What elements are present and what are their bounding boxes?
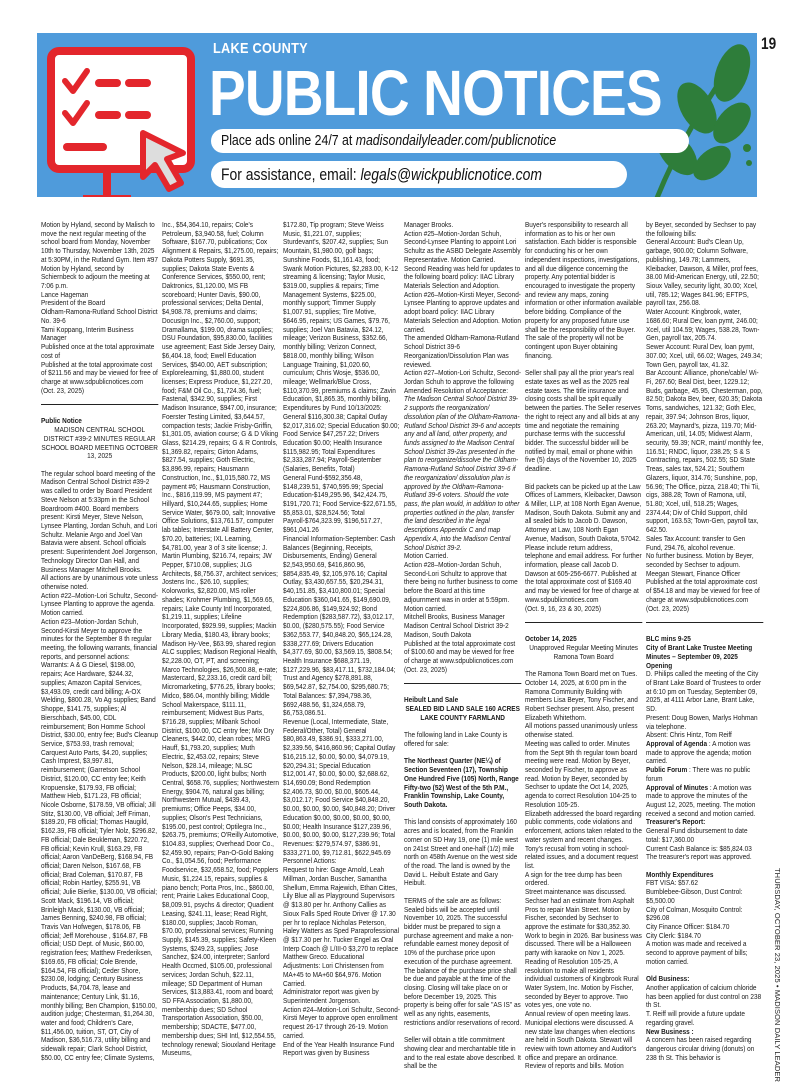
notice-paragraph: Street maintenance was discussed. Sechser had an estimate from Asphalt Pros to repair Main Street. Motion by Fischer, seconded by Sechser to approve the estimate for $30,352.30. Work to begin in 2026. Bar business was discussed. There will be a Halloween party with karaoke on Nov 1, 2025.: [525, 887, 642, 958]
notice-paragraph: All actions are by unanimous vote unless otherwise noted.: [41, 573, 158, 591]
monitor-checklist-icon: [43, 43, 203, 197]
notice-paragraph: Warrants: A & G Diesel, $198.00, repairs; Ace Hardware, $244.32, supplies; Amazon Capital Services, $3,493.09, credit card billing; A-OX Welding, $800.28, Vo Ag supplies; Band Shoppe, $141.75, supplies; Al Bierschbach, $45.00, CDL reimbursement; Bon Homme School District, $30.00, entry fee; Bud's Cleanup Service, $753.93, trash removal; Carquest Auto Parts, $4.20, supplies; Cash Imprest, $3,997.81, reimbursement; (Garretson School District, $120.00, CC entry fee; Keith Kropuenske, $179.93, FB official; Matthew Hieb, $171.23, FB official; Nicole Osborne, $178.59, VB official; Jill Stitz, $130.00, VB official; Jeff Friman, $189.20, FB official; Thomas Haugild, $162.39, FB official; Tyler Nolz, $296.82, FB official; Dale Beukleman, $220.72, FB official; Kevin Krull, $163.29, FB official; Aaron VanDeBerg, $168.94, FB official; Daren Nelson, $167.68, FB official; Brad Coleman, $170.87, FB official; Robin Hartley, $255.91, VB official; Julie Bierke, $130.00, VB official; Scott Mack, $196.14, VB official; Brinleigh Mack, $130.00, VB official; James Benning, $240.98, FB official; Travis Van Hofwegen, $178.06, FB official; Jeff Morehouse , $164.87, FB official; USD Dept. of Music, $60.00, registration fees; Matthew Frederiksen, $169.65, FB official; Cole Brende, $164.54, FB official); Ceder Shore, $230.08, lodging; Century Business Products, $4,704.78, lease and maintenance; Century Link, $1.16, monthly billing; Ben Champion, $150.00, audition judge; Chesterman, $1,264.30, water and food; Children's Care, $11,456.00, tuition, ST, OT, City of Madison, $36,516.73, utility billing and sidewalk repair; Clark School District, $50.00, CC entry fee; Climate Systems,: [41, 660, 159, 1062]
notice-paragraph: Published once at the total approximate cost of: [41, 342, 155, 360]
notice-heading: Heibult Land Sale: [404, 695, 459, 705]
side-folio: THURSDAY, OCTOBER 23, 2025 • MADISON DAILY LEADER: [773, 868, 782, 1082]
notice-paragraph: No further business. Motion by Beyer, seconded by Sechser to adjourn.: [646, 551, 754, 570]
notice-paragraph: Revenue (Local, Intermediate, State, Federal/Other, Total) General $80,863.49, $386.91, $333,271.00, $2,339.56, $416,860.96; Capital Outlay $16,215.12, $0.00, $0.00, $4,079.19, $20,294.31; Special Education $12,001.47, $0.00, $0.00, $2,688.62, $14,690.09; Bond Redemption $2,406.73, $0.00, $0.00, $605.44, $3,012.17; Food Service $40,848.20, $0.00, $0.00, $0.00, $40,848.20; Driver Education $0.00, $0.00, $0.00, $0.00, $0.00; Health Insurance $127,239.96, $0.00, $0.00, $0.00, $127,239.96; Total Revenues: $279,574.97, $386.91, $333,271.00, $9,712.81, $622,945.69: [283, 716, 396, 857]
notice-paragraph: Manager Brooks.: [404, 220, 454, 229]
notice-paragraph: General Fund disbursement to date total: $17,360.00: [646, 826, 748, 844]
notice-subheading: Approval of Minutes: [646, 782, 709, 792]
notice-paragraph: This land consists of approximately 160 acres and is located, from the Franklin corner on SD Hwy 19, one (1) mile west on 241st Street and one-half (1/2) mile north on 458th Avenue on the west side of the road. The land is owned by the David L. Heibult Estate and Gary Heibult.: [404, 817, 519, 888]
notice-paragraph: Action #23–Motion-Jordan Schuh, Second-Kirsti Meyer to approve the minutes for the September 8 th regular meeting, the following warrants, financial reports, and personnel actions:: [41, 616, 158, 661]
notice-paragraph: Financial Information-September: Cash Balances (Beginning, Receipts, Disbursements, Ending) General $2,543,950.69, $416,860.96, $854,835.49, $2,105,976.16; Capital Outlay, $3,430,657.55, $20,294.31, $40,151.85, $3,410,800.01; Special Education $360,041.65, $149,690.09, $224,806.86, $149,924.92; Bond Redemption ($283,587.72), $3,012.17, $0.00, ($280,575.55); Food Service $362,553.77, $40,848.20, $65,124.28, $338,277.69; Drivers Education $4,377.69, $0.00, $3,569.15, $808.54; Health Insurance $688,371.19, $127,229.96, $83,417.11, $732,184.04; Trust and Agency $278,891.88, $69,542.87, $2,754.00, $295,680.75; Total Balances: $7,394,798.36, $692,488.56, $1,324,658.79, $6,753,086.51.: [283, 533, 396, 718]
notice-divider: [525, 622, 642, 623]
assistance-email-link[interactable]: legals@wickpublicnotice.com: [360, 165, 542, 184]
notice-divider: [404, 683, 521, 684]
notice-column: [646, 221, 763, 1063]
notice-paragraph: All motions passed unanimously unless otherwise stated.: [525, 721, 638, 740]
notice-paragraph: Sewer Account: Rural Dev, loan pymt, 307.00; Xcel, util, 66.02; Wages, 249.34; Town Gen, payroll tax, 41.32.: [646, 342, 763, 369]
notice-paragraph: [646, 784, 763, 819]
notice-paragraph: The amended Oldham-Ramona-Rutland School District 39-6 Reorganization/Dissolution Plan was reviewed.: [404, 333, 520, 369]
notice-paragraph: D. Philips called the meeting of the City of Brant Lake Board of Trustees to order at 6:10 pm on Tuesday, September 09, 2025, at 4111 Arbor Lane, Brant Lake, SD.: [646, 669, 762, 714]
public-notices-banner: [37, 33, 757, 197]
notice-paragraph: City Finance Officer: $184.70: [646, 922, 730, 932]
notice-paragraph: Reading of Resolution 105-25, A resolution to make all residents individual customers of Kingbrook Rural Water System, Inc. Motion by Fischer, seconded by Beyer to approve. Two votes yes, one vote no.: [525, 956, 639, 1010]
notice-paragraph: Absent: Chris Hintz, Tom Reiff: [646, 730, 732, 740]
notice-paragraph: Action #22–Motion-Lori Schultz, Second-Lynsee Planting to approve the agenda. Motion carried.: [41, 590, 158, 618]
place-ads-pill: [211, 129, 689, 153]
notice-heading: October 14, 2025: [525, 634, 577, 644]
notice-paragraph: Action #28–Motion-Jordan Schuh, Second-Lori Schultz to approve that there being no further business to come before the Board at this time adjournment was in order at 5:59pm. Motion carried.: [404, 560, 518, 613]
notice-subheading: Public Forum: [646, 765, 688, 775]
place-ads-link[interactable]: madisondailyleader.com/publicnotice: [355, 132, 557, 149]
notice-paragraph: Oldham-Ramona-Rutland School District No. 39-6: [41, 307, 158, 325]
notice-paragraph: Madison Central School District 39-2: [404, 621, 509, 631]
notice-heading: SEALED BID LAND SALE 160 ACRES LAKE COUNTY FARMLAND: [405, 704, 520, 722]
notice-paragraph: Water Account: Kingbrook, water, 1686.60; Rural Dev, loan pymt, 246.00; Xcel, util 104.59; Wages, 538.28, Town-Gen, payroll tax, 205.74.: [646, 307, 760, 343]
notice-paragraph: Second Reading was held for updates to the following board policy: IIAC Library Materials Selection and Adoption.: [404, 263, 521, 291]
notice-paragraph: Seller will obtain a title commitment showing clear and merchantable title in and to the real estate above described. It shall be the: [404, 1035, 521, 1071]
notice-paragraph: City Clerk: $184.70: [646, 930, 701, 940]
notice-paragraph: Annual review of open meeting laws. Municipal elections were discussed. A new state law changes when elections are held in South Dakota. Stewart will review with town attorney and Auditor's office and prepare an ordinance.: [525, 1009, 637, 1062]
notice-paragraph: by Beyer, seconded by Sechser to pay the following bills:: [646, 220, 757, 238]
notice-heading: Treasurer's Report:: [646, 817, 706, 827]
notice-heading: MADISON CENTRAL SCHOOL DISTRICT #39-2 MINUTES REGULAR SCHOOL BOARD MEETING OCTOBER 13, 2025: [41, 425, 158, 461]
notice-heading: New Business :: [646, 1026, 694, 1036]
notice-heading: BLC mins 9-25: [646, 634, 691, 644]
notice-paragraph: (Oct. 23, 2025): [41, 385, 85, 395]
notice-text: : A motion was made to approve the minutes of the August 12, 2025, meeting. The motion received a second and motion carried.: [646, 782, 756, 818]
notice-paragraph: A concern has been raised regarding dangerous circular driving (donuts) on 238 th St. This behavior is: [646, 1035, 755, 1062]
notice-paragraph: $172.80, Tip program; Steve Weiss Music, $1,221.07, supplies; Sturdevant's, $207.42, supplies; Sun Mountain, $1,980.00, golf bags; Sunshine Foods, $1,161.43, food; Swank Motion Pictures, $2,283.00, K-12 streaming & licensing; Taylor Music, $319.00, supplies & repairs; Time Management Systems, $225.00, monthly support; Timmer Supply $1,007.91, supplies; Tire Motive, $646.95, repairs; US Games, $79.76, supplies; Joel Van Batavia, $24.12, mileage; Verizon Business, $352.66, monthly billing; Verizon Connect, $818.00, monthly billing; Wilson Language Training, $1,020.60, curriculum; Chris Wosje, $536.00, mileage; Wellmark/Blue Cross, $110,370.99, premiums & claims; Zavin Education, $1,865.35, monthly billing,: [283, 220, 399, 404]
notice-paragraph: [646, 766, 763, 783]
notice-text: : A motion was made to approve the agenda; motion carried.: [646, 738, 752, 766]
notice-paragraph: Another application of calcium chloride has been applied for dust control on 238 th St.: [646, 983, 762, 1010]
notice-heading: City of Brant Lake Trustee Meeting Minutes – September 09, 2025 Opening: [646, 643, 753, 670]
notice-paragraph: T. Reiff will provide a future update regarding gravel.: [646, 1009, 745, 1027]
assistance-label: For assistance, email:: [221, 165, 361, 184]
notice-divider: [41, 404, 158, 405]
notice-paragraph: Mitchell Brooks, Business Manager: [404, 612, 505, 622]
notice-column: [162, 221, 279, 1058]
notice-paragraph: (Oct. 23, 2025): [404, 664, 448, 674]
banner-kicker: LAKE COUNTY: [213, 40, 308, 57]
notice-paragraph: Buyer's responsibility to research all information as to his or her own satisfaction. Each bidder is responsible for conducting his or her own independent inspections, investigations, and all due diligence concerning the property. Any potential bidder is encouraged to investigate the property and review any maps, zoning information or other information available before bidding. Compliance of the property for any proposed future use shall be the responsibility of the Buyer. The sale of the property will not be contingent upon Buyer obtaining financing.: [525, 220, 642, 360]
notice-paragraph: Lance Hageman: [41, 289, 89, 299]
notice-subheading: Approval of Agenda: [646, 738, 708, 748]
notice-paragraph: Action #24–Motion-Lori Schultz, Second-Kirsti Meyer to approve open enrollment request 26-17 through 26-19. Motion carried.: [283, 1004, 400, 1040]
notice-paragraph: Published at the total approximate cost of $211.56 and may be viewed for free of charge at www.sdpublicnotices.com: [41, 359, 158, 386]
notice-text: : There was no public forum: [646, 765, 751, 783]
notice-paragraph: The Ramona Town Board met on Tues. October 14, 2025, at 6:00 pm in the Ramona Community Building with members Lisa Beyer, Tony Fischer, and Robert Sechser present. Also, present Elizabeth Whitethorn.: [525, 669, 638, 722]
notice-paragraph: Bid packets can be picked up at the Law Offices of Lammers, Kleibacker, Dawson & Miller, LLP, at 108 North Egan Avenue, Madison, South Dakota. Submit any and all sealed bids to Jacob D. Dawson, Attorney at Law, 108 North Egan Avenue, Madison, South Dakota, 57042. Please include return address, telephone and email address. For further information, please call Jacob D. Dawson at 605-256-6677. Published at the total approximate cost of $169.40 and may be viewed for free of charge at www.sdpublicnotices.com: [525, 481, 642, 604]
notice-paragraph: Action #27–Motion-Lori Schultz, Second- Jordan Schuh to approve the following Amended Resolution of Acceptance:: [404, 368, 521, 395]
notice-paragraph: Action #25–Motion-Jordan Schuh, Second-Lynsee Planting to appoint Lori Schultz as the ASBD Delegate Assembly Representative. Motion Carried.: [404, 228, 521, 264]
banner-title: PUBLIC NOTICES: [209, 57, 662, 129]
notice-paragraph: Motion Carried.: [404, 551, 449, 561]
notice-paragraph: Administrator report was given by Superintendent Jorgenson.: [283, 987, 379, 1005]
notice-paragraph: (Oct. 9, 16, 23 & 30, 2025): [525, 603, 602, 613]
notice-paragraph: The regular school board meeting of the Madison Central School District #39-2 was called to order by Board President Steve Nelson at 5:33pm in the School Boardroom #400. Board members present: Kirsti Meyer, Steve Nelson, Lynsee Planting, Jordan Schuh, and Lori Schultz. Melanie Argo and Joel Van Batavia were absent. School officials present: Superintendent Joel Jorgenson, Technology Director Dan Hall, and Business Manager Mitchell Brooks.: [41, 468, 158, 574]
notice-paragraph: The Northeast Quarter (NE¼) of Section Seventeen (17), Township One Hundred Five (105) North, Range Fifty-two (52) West of the 5th P.M., Franklin Township, Lake County, South Dakota.: [404, 756, 519, 809]
notice-paragraph: The Madison Central School District 39-2 supports the reorganization/ dissolution plan of the Oldham-Ramona-Rutland School District 39-6 and accepts any and all land, other property, and funds assigned to the Madison Central School District 39-2as presented in the plan to reorganize/dissolve the Oldham-Ramona-Rutland School District 39-6 if the reorganization/ dissolution plan is approved by the Oldham-Ramona-Rutland 39-6 voters. Should the vote pass, the plan would, in addition to other properties outlined in the plan, transfer the land described in the legal descriptions Appendix C and map Appendix A, into the Madison Central School District 39-2.: [404, 394, 521, 552]
notice-divider: [646, 622, 763, 623]
notice-paragraph: Motion by Hyland, second by Malisch to move the next regular meeting of the school board from Monday, November 10th to Thursday, November 13th, 2025 at 5:30PM, in the Rutland Gym. Item #97 Motion by Hyland, second by Schiernbeck to adjourn the meeting at 7:06 p.m.: [41, 220, 158, 291]
notice-heading: Public Notice: [41, 416, 82, 426]
notice-heading: Unapproved Regular Meeting Minutes Ramona Town Board: [529, 643, 639, 661]
notice-paragraph: The treasurer's report was approved.: [646, 852, 752, 862]
notice-paragraph: The following land in Lake County is offered for sale:: [404, 730, 508, 748]
notice-paragraph: General Account: Bud's Clean Up, garbage, 900.00; Column Software, publishing, 149.78; Lammers, Kleibacker, Dawson, & Miller, prof fees, 38.00 Mid-American Energy, util, 22.50; Sioux Valley, security light, 30.00; Xcel, util, 785.12; Wages 841.96; EFTPS, payroll tax, 256.08.: [646, 237, 759, 308]
notice-paragraph: Bumblebee-Gibson, Dust Control: $5,500.00: [646, 887, 743, 905]
notice-paragraph: General Fund-$592,356.48, $148,239.51, $740,595.99; Special Education-$149,295.96, $42,424.75, $191,720.71; Food Service-$22,671.55, $5,853.01, $28,524.56; Total Payroll-$764,323.99, $196,517.27, $961,041.26: [283, 472, 397, 535]
notice-paragraph: Expenditures by Fund 10/13/2025: General $116,300.38; Capital Outlay $2,017,316.02; Special Education $0.00; Food Service $47,257.22; Drivers Education $0.00; Health Insurance $115,982.95; Total Expenditures $2,333,287.94; Payroll-September (Salaries, Benefits, Total): [283, 403, 400, 474]
notice-paragraph: FBT VISA: $57.62: [646, 878, 698, 888]
notice-heading: Old Business:: [646, 974, 690, 984]
notice-paragraph: End of the Year Health Insurance Fund Report was given by Business: [283, 1039, 395, 1058]
notice-paragraph: A motion was made and received a second to approve payment of bills; motion carried.: [646, 939, 748, 966]
notice-paragraph: (Oct. 23, 2025): [646, 603, 690, 613]
notice-heading: Monthly Expenditures: [646, 869, 714, 879]
notice-paragraph: Elizabeth addressed the board regarding public comments, code violations and enforcement, actions taken related to the water system and recent changes. Tony's recusal from voting in school-related issues, and a document request list.: [525, 808, 642, 870]
notice-column: [41, 221, 158, 1063]
notice-paragraph: President of the Board: [41, 298, 106, 308]
notice-paragraph: Present: Doug Bowen, Marlys Hohman via telephone.: [646, 712, 758, 731]
place-ads-label: Place ads online 24/7 at: [221, 132, 356, 149]
page-number: 19: [761, 34, 777, 53]
notice-paragraph: A sign for the tree dump has been ordered.: [525, 869, 622, 888]
notice-paragraph: Personnel Actions:: [283, 856, 337, 866]
notice-paragraph: Inc., $54,364.10, repairs; Cole's Petroleum, $3,940.58, fuel; Column Software, $167.70, publications; Cox Alignment & Repairs, $1,275.00, repairs; Dakota Potters Supply, $691.35, supplies; Dakota State Events & Conference Services, $550.00, rent; Daktronics, $1,120.00, MS FB scoreboard; Hunter Davis, $90.00, professional services; Delta Dental, $4,908.78, premiums and claims; Docusign Inc., $2,760.00, support; Dramallama, $199.00, drama supplies; DSU Foundation, $95,830.00, facilities use agreement; East Side Jersey Dairy, $6,404.18, food; Ewell Education Services, $540.00, AET subscription; Explorelearning, $1,880.00, student licenses; Express Produce, $1,227.20, food; F&M Oil Co., $1,724.36, fuel; Fastenal, $342.90, supplies; First Madison Insurance, $947.00, insurance; Foerster Testing Limited, $3,644.57, compaction tests; Jackie Frisby-Griffin, $1,301.05, aviation course; G & D Viking Glass, $214.29, repairs; G & R Controls, $1,369.82, repairs; Girton Adams, $827.54, supplies; Goth Electric, $3,896.99, repairs; Hausmann Construction, Inc., $1,015,580.72, MS payment #6; Hausmann Construction, Inc., $816,119.99, MS payment #7; Hillyard, $10,244.65, supplies; Home Service Water, $679.00, salt; Innovative Office Solutions, $13,761.57, computer lab tables; Interstate All Battery Center, $70.20, batteries; IXL Learning, $4,781.00, year 3 of 3 site license; J. Martin Plumbing, $216.74, repairs; JW Pepper, $710.08, supplies; JLG Architects, $8,756.37, architect services; Jostens Inc., $26.10, supplies; Kolorworks, $2,820.00, MS roller shades; Krohmer Plumbing, $1,569.65, repairs; Lake County Intl Incorporated, $1,219.11, supplies; Lifeline Incorporated, $929.99, supplies; Mackin Library Media, $180.43, library books; Madison Hy-Vee, $63.99, shared region ALC supplies; Madison Regional Health, $2,228.00, OT, PT, and screening; Marco Technologies, $26,500.88, e-rate; Mastercard, $2,233.16, credit card bill; Micromarketing, $776.25, library books; Midco, $86.04, monthly billing; Middle School Makerspace, $111.11, reimbursement; Midwest Bus Parts, $716.28, supplies; Milbank School District, $100.00, CC entry fee; Mix Dry Cleaners, $442.00, clean robes; MRG Hauff, $1,793.20, supplies; Muth Electric, $2,453.02, repairs; Steve Nelson, $28.14, mileage; NLSC Products, $200.00, light bulbs; North Central, $658.76, supplies; Northwestern Energy, $904.76, natural gas billing; Northwestern Mutual, $439.43, premiums; Office Peeps, $34.00, supplies; Olson's Pest Technicians, $195.00, pest control; Optilegra Inc., $263.75, premiums; O'Reilly Automotive, $104.83, supplies; Overhead Door Co., $2,459.90, repairs; Pan-O-Gold Baking Co., $1,054.56, food; Performance Foodservice, $32,658.52, food; Popplers Music, $1,224.15, repairs, supplies & piano bench; Porta Pros, Inc., $860.00, rent; Prairie Lakes Educational Coop, $8,009.91, psychs & director; Quadient Leasing, $241.11, lease; Read Right, $180.00, supplies; Jacob Roman, $70.00, professional services; Running Supply, $145.39, supplies; Safety-Kleen Systems, $249.23, supplies; Jose Sanchez, $24.00, interpreter; Sanford Health Occmed, $105.00, professional services; Jordan Schuh, $22.11, mileage; SD Department of Human Services, $13,883.41, room and board; SD FFA Association, $1,880.00, membership dues; SD School Transportation Association, $50.00, membership; SDACTE, $477.00, membership dues; SHI Intl, $12,554.55, technology renewal; Siouxland Heritage Museums,: [162, 220, 279, 1058]
notice-paragraph: Madison, South Dakota: [404, 629, 472, 639]
notice-column: [283, 221, 400, 1058]
notice-paragraph: Review of reports and bills. Motion: [525, 1061, 624, 1071]
notice-paragraph: Seller shall pay all the prior year's real estate taxes as well as the 2025 real estate taxes. The title insurance and closing costs shall be split equally between the parties. The Seller reserves the right to reject any and all bids at any time and negotiate the remaining purchase terms with the successful bidder. The successful bidder will be notified by mail, email or phone within five (5) days of the November 10, 2025 deadline.: [525, 368, 641, 474]
notice-paragraph: TERMS of the sale are as follows: Sealed bids will be accepted until November 10, 2025. The successful bidder must be prepared to sign a purchase agreement and make a non-refundable earnest money deposit of 10% of the purchase price upon execution of the purchase agreement. The balance of the purchase price shall be due and payable at the time of the closing. Closing will take place on or before December 19, 2025. This property is being offer for sale "AS IS" as well as any rights, easements, restrictions and/or reservations of record.: [404, 895, 522, 1027]
assistance-pill: [211, 161, 627, 188]
notice-column: [404, 221, 521, 1071]
notice-paragraph: City of Colman, Mosquito Control: $296.08: [646, 904, 743, 923]
notice-paragraph: Action #26–Motion-Kirsti Meyer, Second-Lynsee Planting to approve updates and adopt board policy: IIAC Library Materials Selection and Adoption. Motion carried.: [404, 289, 521, 334]
notice-paragraph: Sales Tax Account: transfer to Gen Fund, 294.76, alcohol revenue.: [646, 533, 746, 552]
notice-paragraph: Tami Koppang, Interim Business Manager: [41, 324, 134, 343]
notice-paragraph: Meegan Stewart, Finance Officer Published at the total approximate cost of $54.18 and may be viewed for free of charge at www.sdpublicnotices.com: [646, 568, 760, 604]
notice-paragraph: Published at the total approximate cost of $100.60 and may be viewed for free of charge at www.sdpublicnotices.com: [404, 638, 516, 665]
notice-paragraph: Current Cash Balance is: $85,824.03: [646, 843, 752, 853]
notice-paragraph: Meeting was called to order. Minutes from the Sept 9th th regular town board meeting were read. Motion by Beyer, seconded by Fischer, to approve as read. Motion by Beyer, seconded by Sechser to update the Oct 14, 2025, agenda to correct Resolution 104-25 to Resolution 105-25.: [525, 738, 638, 809]
notice-paragraph: [646, 740, 763, 766]
notice-paragraph: Bar Account: Alliance, phone/cable/ Wi-Fi, 267.60; Beal Dist, beer, 1229.12; Buds, garbage, 45.95, Chesterman, pop, 82.50; Dakota Bev, beer, 620.35; Dakota Toms, sandwiches, 121.32; Goth Elec, repair, 397.94; Johnson Bros, liquor, 263.20; Maynard's, pizza, 119.70; Mid-American, util, 14.05; Midwest Alarm, security, 59.39; NCR, maint/ monthly fee, 116.51; RNDC, liquor, 238.25; S & S Contracting, repairs, 502.55; SD State Treas, sales tax, 524.21; Southern Glazers, liquor, 314.76; Sunshine, pop, 56.96; The Office, pizza, 218.40; Thi Tii, cigs, 388.28; Town of Ramona, util, 51.80; Xcel, util, 518.25; Wages, 2374.44; Div of Child Support, child support, 163.53; Town-Gen, payroll tax, 642.50.: [646, 368, 764, 535]
notice-column: [525, 221, 642, 1071]
notice-paragraph: Request to hire: Gage Arnold, Leah Millman, Jordan Buscher, Samantha Shellum, Emma Rajewich, Ethan Cittes, Lily Blue all as Playground Supervisors @ $13.80 per hr. Anthony Callies as Sioux Falls Sped Route Driver @ 17.30 per hr to replace Nicholas Peterson, Haley Watters as Sped Paraprofessional @ $17.30 per hr. Tucker Engel as Oral Interp Coach @ L/III-0 $3,270 to replace Matthew Greco. Educational Adjustments: Lori Christensen from MA+45 to MA+60 $64,976. Motion Carried.: [283, 865, 400, 988]
